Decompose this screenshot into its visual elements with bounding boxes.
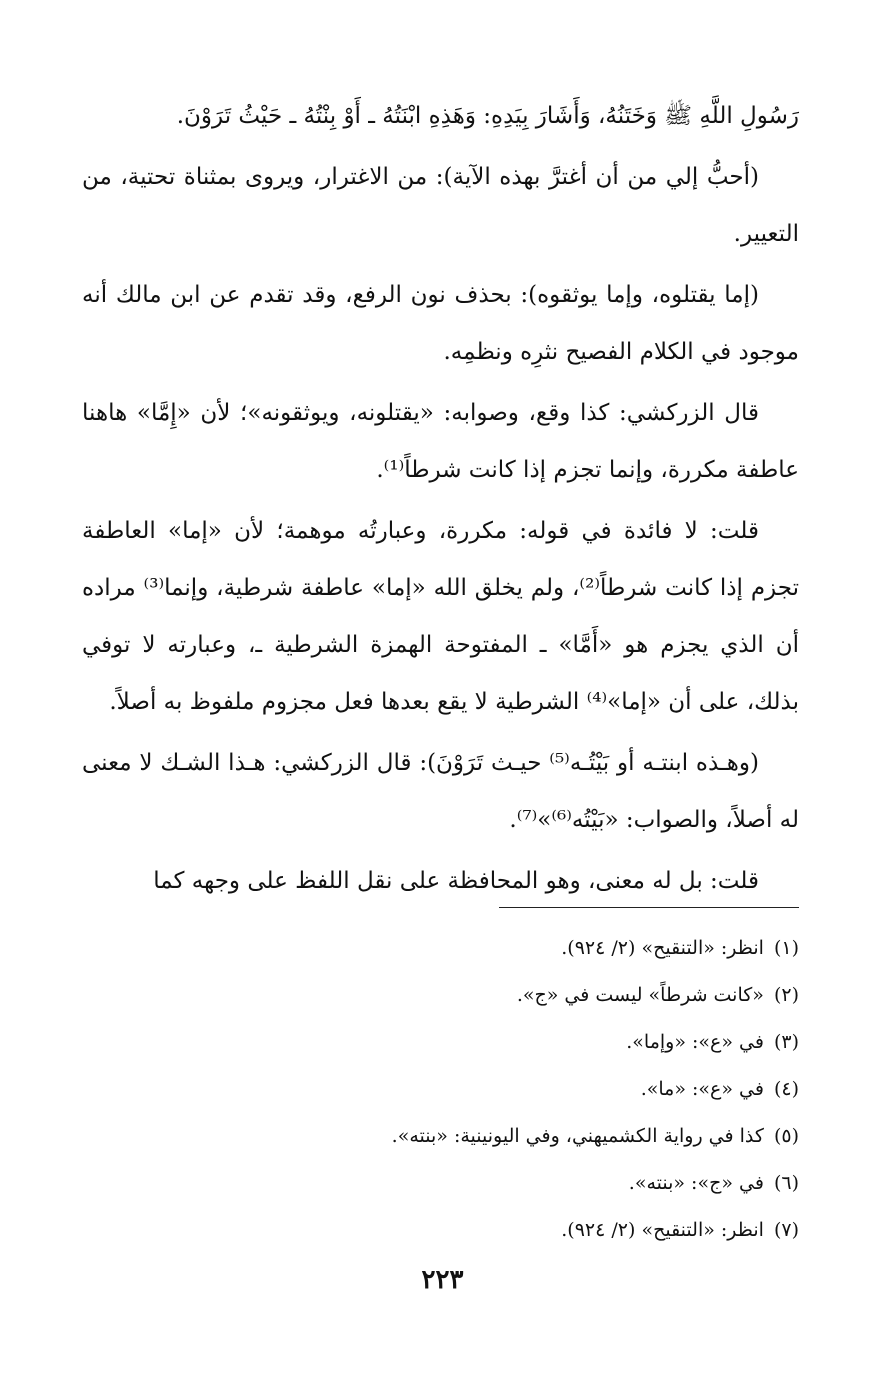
footnote xyxy=(120,1113,799,1160)
main-text xyxy=(82,88,799,910)
footnote xyxy=(120,1160,799,1207)
footnote-text: كذا في رواية الكشميهني، وفي اليونينية: «بنته». xyxy=(391,1125,764,1147)
footnote xyxy=(120,1066,799,1113)
footnote-number: (٣) xyxy=(773,1031,799,1053)
footnotes xyxy=(120,925,799,1254)
footnote-number: (٧) xyxy=(773,1219,799,1241)
footnote xyxy=(120,1207,799,1254)
body-paragraph: (أحبُّ إلي من أن أغترَّ بهذه الآية): من الاغترار، ويروى بمثناة تحتية، من التعيير. xyxy=(82,164,799,247)
footnote xyxy=(120,925,799,972)
footnote-text: «كانت شرطاً» ليست في «ج». xyxy=(516,984,764,1006)
footnote-text: في «ج»: «بنته». xyxy=(628,1172,764,1194)
footnote-text: في «ع»: «ما». xyxy=(640,1078,764,1100)
body-paragraph: (إما يقتلوه، وإما يوثقوه): بحذف نون الرفع، وقد تقدم عن ابن مالك أنه موجود في الكلام الفصيح نثرِه ونظمِه. xyxy=(82,282,799,365)
footnote-number: (١) xyxy=(773,937,799,959)
footnote xyxy=(120,972,799,1019)
body-paragraph: قلت: لا فائدة في قوله: مكررة، وعبارتُه موهمة؛ لأن «إما» العاطفة تجزم إذا كانت شرطاً⁽²⁾، ولم يخلق الله «إما» عاطفة شرطية، وإنما⁽³⁾ مراده أن الذي يجزم هو «أَمَّا» ـ المفتوحة الهمزة الشرطية ـ، وعبارته لا توفي بذلك، على أن «إما»⁽⁴⁾ الشرطية لا يقع بعدها فعل مجزوم ملفوظ به أصلاً. xyxy=(82,518,799,715)
footnote-text: في «ع»: «وإما». xyxy=(626,1031,764,1053)
footnote-number: (٥) xyxy=(773,1125,799,1147)
footnote-text: انظر: «التنقيح» (٢/ ٩٢٤). xyxy=(561,937,764,959)
body-paragraph: قلت: بل له معنى، وهو المحافظة على نقل اللفظ على وجهه كما xyxy=(153,868,759,894)
page-number: ٢٢٣ xyxy=(421,1265,464,1295)
body-paragraph: (وهـذه ابنتـه أو بَيْتُـه⁽⁵⁾ حيـث تَرَوْنَ): قال الزركشي: هـذا الشـك لا معنى له أصلاً، والصواب: «بَيْتُه⁽⁶⁾»⁽⁷⁾. xyxy=(82,750,799,833)
body-paragraph: قال الزركشي: كذا وقع، وصوابه: «يقتلونه، ويوثقونه»؛ لأن «إِمَّا» هاهنا عاطفة مكررة، وإنما تجزم إذا كانت شرطاً⁽¹⁾. xyxy=(82,400,799,483)
footnote xyxy=(120,1019,799,1066)
footnote-text: انظر: «التنقيح» (٢/ ٩٢٤). xyxy=(561,1219,764,1241)
body-paragraph: رَسُولِ اللَّهِ ﷺ وَخَتَنُهُ، وَأَشَارَ بِيَدِهِ: وَهَذِهِ ابْنَتُهُ ـ أَوْ بِنْتُهُ ـ حَيْثُ تَرَوْنَ. xyxy=(176,103,799,129)
footnote-number: (٦) xyxy=(773,1172,799,1194)
footnote-number: (٢) xyxy=(773,984,799,1006)
footnote-divider xyxy=(499,907,799,908)
footnote-number: (٤) xyxy=(773,1078,799,1100)
